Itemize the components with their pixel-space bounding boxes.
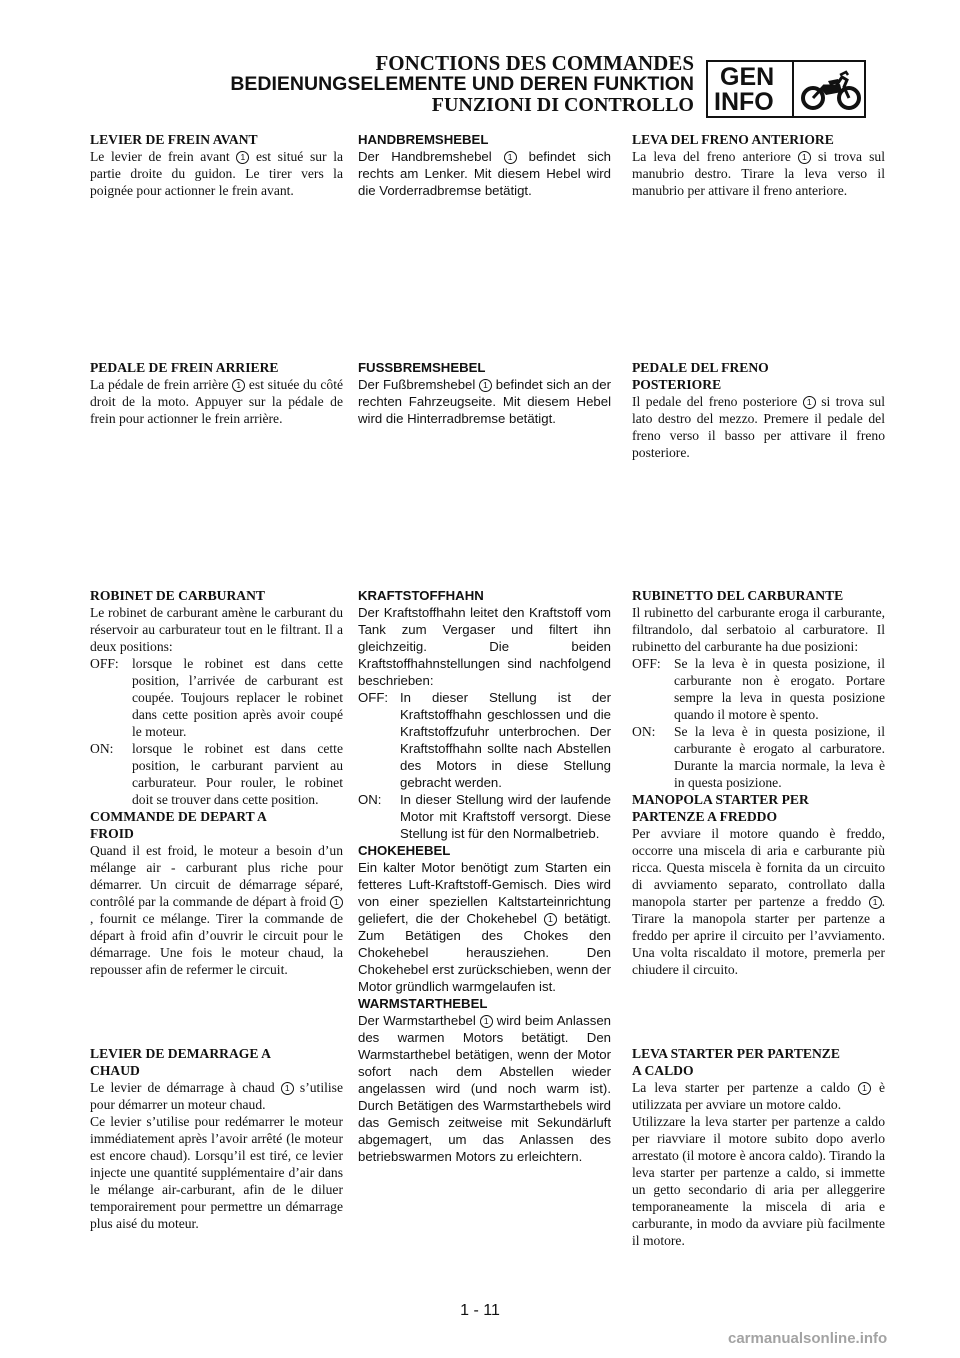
de-hot-start-title: WARMSTARTHEBEL <box>358 996 488 1011</box>
it-fuel-cock-title: RUBINETTO DEL CARBURANTE <box>632 588 844 603</box>
callout-1-icon: 1 <box>869 896 882 909</box>
de-front-brake-text: Der Handbremshebel 1 befindet sich rechts am Lenker. Mit diesem Hebel wird die Vorderradbremse betätigt. <box>358 149 611 198</box>
it-hot-start-title: LEVA STARTER PER PARTENZE A CALDO <box>632 1046 840 1078</box>
it-choke-text: Per avviare il motore quando è freddo, occorre una miscela di aria e carburante più ricca. Questa miscela è fornita da un circuito di avviamento separato, controllato dalla manopola starter per partenze a freddo 1 . Tirare la manopola starter per partenze a freddo per aprire il circuito per l’avviamento. Una volta riscaldato il motore, premerla per chiudere il circuito. <box>632 826 885 977</box>
it-rear-brake-text: Il pedale del freno posteriore 1 si trova sul lato destro del mezzo. Premere il pedale del freno verso il basso per attivare il freno posteriore. <box>632 394 885 460</box>
callout-1-icon: 1 <box>480 1015 493 1028</box>
it-hot-start-text-2: Utilizzare la leva starter per partenze a caldo per riavviare il motore subito dopo averlo arrestato (il motore è ancora caldo). Tirando la leva starter per partenze a caldo, si immette un getto secondario di aria per alleggerire temporaneamente la miscela di aria e carburante, in modo da avviare più facilmente il motore. <box>632 1114 885 1248</box>
fr-fuel-on-item: ON: lorsque le robinet est dans cette position, le carburant parvient au carburateur. Pour rouler, le robinet doit se trouver dans cette position. <box>90 741 343 807</box>
de-front-brake-section <box>358 131 611 199</box>
page-number: 1 - 11 <box>460 1302 500 1319</box>
it-front-brake-section <box>632 131 885 199</box>
motorcycle-icon <box>800 68 862 110</box>
it-fuel-cock-text: Il rubinetto del carburante eroga il carburante, filtrandolo, dal serbatoio al carburatore. Il rubinetto del carburante ha due posizioni: <box>632 605 885 654</box>
de-rear-brake-section <box>358 359 611 427</box>
it-choke-title: MANOPOLA STARTER PER PARTENZE A FREDDO <box>632 792 809 824</box>
de-fuel-on-item: ON: In dieser Stellung wird der laufende Motor mit Kraftstoff versorgt. Diese Stellung ist für den Normalbetrieb. <box>358 792 611 841</box>
fr-rear-brake-section <box>90 359 343 427</box>
de-fuel-cock-text: Der Kraftstoffhahn leitet den Kraftstoff vom Tank zum Vergaser und filtert ihn gleichzeitig. Die beiden Kraftstoffhahnstellungen sind nachfolgend beschrieben: <box>358 605 611 688</box>
it-fuel-off-item: OFF: Se la leva è in questa posizione, il carburante non è erogato. Portare sempre la leva in questa posizione quando il motore è spento. <box>632 656 885 722</box>
fr-front-brake-section <box>90 131 343 199</box>
watermark: carmanualsonline.info <box>728 1330 888 1347</box>
fr-hot-start-section <box>90 1045 343 1232</box>
de-fuel-off-item: OFF: In dieser Stellung ist der Kraftstoffhahn geschlossen und die Kraftstoffzufuhr unterbrochen. Der Kraftstoffhahn sollte nach Abstellen des Motors in diese Stellung gebracht werden. <box>358 690 611 790</box>
fr-hot-start-text-2: Ce levier s’utilise pour redémarrer le moteur immédiatement après l’avoir arrêté (le moteur est encore chaud). Lorsqu’il est tiré, ce levier injecte une quantité supplémentaire d’air dans le mélange air-carburant, afin de le diluer temporairement pour permettre un démarrage plus aisé du moteur. <box>90 1114 343 1231</box>
it-fuel-on-item: ON: Se la leva è in questa posizione, il carburante è erogato al carburatore. Durante la marcia normale, la leva è in questa posizione. <box>632 724 885 790</box>
fr-hot-start-title: LEVIER DE DEMARRAGE A CHAUD <box>90 1046 271 1078</box>
fr-front-brake-title: LEVIER DE FREIN AVANT <box>90 132 258 147</box>
it-front-brake-text: La leva del freno anteriore 1 si trova sul manubrio destro. Tirare la leva verso il manubrio per attivare il freno anteriore. <box>632 149 885 198</box>
fr-front-brake-text: Le levier de frein avant 1 est situé sur la partie droite du guidon. Le tirer vers la poignée pour actionner le frein avant. <box>90 149 344 198</box>
de-fuel-cock-title: KRAFTSTOFFHAHN <box>358 588 484 603</box>
badge-divider <box>792 62 794 116</box>
callout-1-icon: 1 <box>232 379 245 392</box>
callout-1-icon: 1 <box>504 151 517 164</box>
de-fuel-cock-section <box>358 587 611 1165</box>
badge-info-label: INFO <box>714 88 774 116</box>
callout-1-icon: 1 <box>479 379 492 392</box>
de-hot-start-text: Der Warmstarthebel 1 wird beim Anlassen des warmen Motors betätigt. Den Warmstarthebel betätigen, wenn der Motor sofort nach dem Abstellen wieder angelassen wird (und noch warm ist). Durch Betätigen des Warmstarthebels wird das Gemisch zeitweise mit Sekundärluft abgemagert, um das Anlassen des betriebswarmen Motors zu erleichtern. <box>358 1013 611 1164</box>
de-choke-text: Ein kalter Motor benötigt zum Starten ein fetteres Luft-Kraftstoff-Gemisch. Dies wird von einer speziellen Kaltstarteinrichtung geliefert, die der Chokehebel 1 betätigt. Zum Betätigen des Chokes den Chokehebel herausziehen. Den Chokehebel erst zurückschieben, wenn der Motor gründlich warmgelaufen ist. <box>358 860 611 994</box>
fr-hot-start-text-1: Le levier de démarrage à chaud 1 s’utilise pour démarrer un moteur chaud. <box>90 1080 343 1112</box>
it-hot-start-text-1: La leva starter per partenze a caldo 1 è utilizzata per avviare un motore caldo. <box>632 1080 886 1112</box>
header-title-de: BEDIENUNGSELEMENTE UND DEREN FUNKTION <box>230 73 694 95</box>
fr-fuel-cock-text: Le robinet de carburant amène le carburant du réservoir au carburateur tout en le filtrant. Il a deux positions: <box>90 605 343 654</box>
it-hot-start-section <box>632 1045 885 1249</box>
de-rear-brake-title: FUSSBREMSHEBEL <box>358 360 486 375</box>
fr-choke-text: Quand il est froid, le moteur a besoin d’un mélange air - carburant plus riche pour démarrer. Un circuit de démarrage séparé, contrôlé par la commande de départ à froid 1, fournit ce mélange. Tirer la commande de départ à froid afin d’ouvrir le circuit pour le démarrage. Une fois le moteur chaud, la repousser afin de refermer le circuit. <box>90 843 343 977</box>
callout-1-icon: 1 <box>544 913 557 926</box>
callout-1-icon: 1 <box>330 896 343 909</box>
it-rear-brake-section <box>632 359 885 461</box>
callout-1-icon: 1 <box>803 396 816 409</box>
de-rear-brake-text: Der Fußbremshebel 1 befindet sich an der rechten Fahrzeugseite. Mit diesem Hebel wird die Hinterradbremse betätigt. <box>358 377 611 426</box>
it-rear-brake-title: PEDALE DEL FRENO POSTERIORE <box>632 360 769 392</box>
fr-fuel-cock-section <box>90 587 343 978</box>
badge-gen-label: GEN <box>720 63 775 91</box>
it-front-brake-title: LEVA DEL FRENO ANTERIORE <box>632 132 834 147</box>
fr-rear-brake-text: La pédale de frein arrière 1 est située du côté droit de la moto. Appuyer sur la pédale de frein pour actionner le frein arrière. <box>90 377 343 426</box>
callout-1-icon: 1 <box>236 151 249 164</box>
it-fuel-cock-section <box>632 587 885 978</box>
callout-1-icon: 1 <box>858 1082 871 1095</box>
de-choke-title: CHOKEHEBEL <box>358 843 451 858</box>
gen-info-badge <box>706 60 866 118</box>
callout-1-icon: 1 <box>281 1082 294 1095</box>
fr-rear-brake-title: PEDALE DE FREIN ARRIERE <box>90 360 279 375</box>
fr-fuel-cock-title: ROBINET DE CARBURANT <box>90 588 265 603</box>
callout-1-icon: 1 <box>798 151 811 164</box>
header-title-it: FUNZIONI DI CONTROLLO <box>431 94 694 116</box>
fr-fuel-off-item: OFF: lorsque le robinet est dans cette position, l’arrivée de carburant est coupée. Toujours replacer le robinet dans cette position après avoir coupé le moteur. <box>90 656 343 739</box>
header-title-fr: FONCTIONS DES COMMANDES <box>375 51 694 75</box>
de-front-brake-title: HANDBREMSHEBEL <box>358 132 489 147</box>
fr-choke-title: COMMANDE DE DEPART A FROID <box>90 809 267 841</box>
